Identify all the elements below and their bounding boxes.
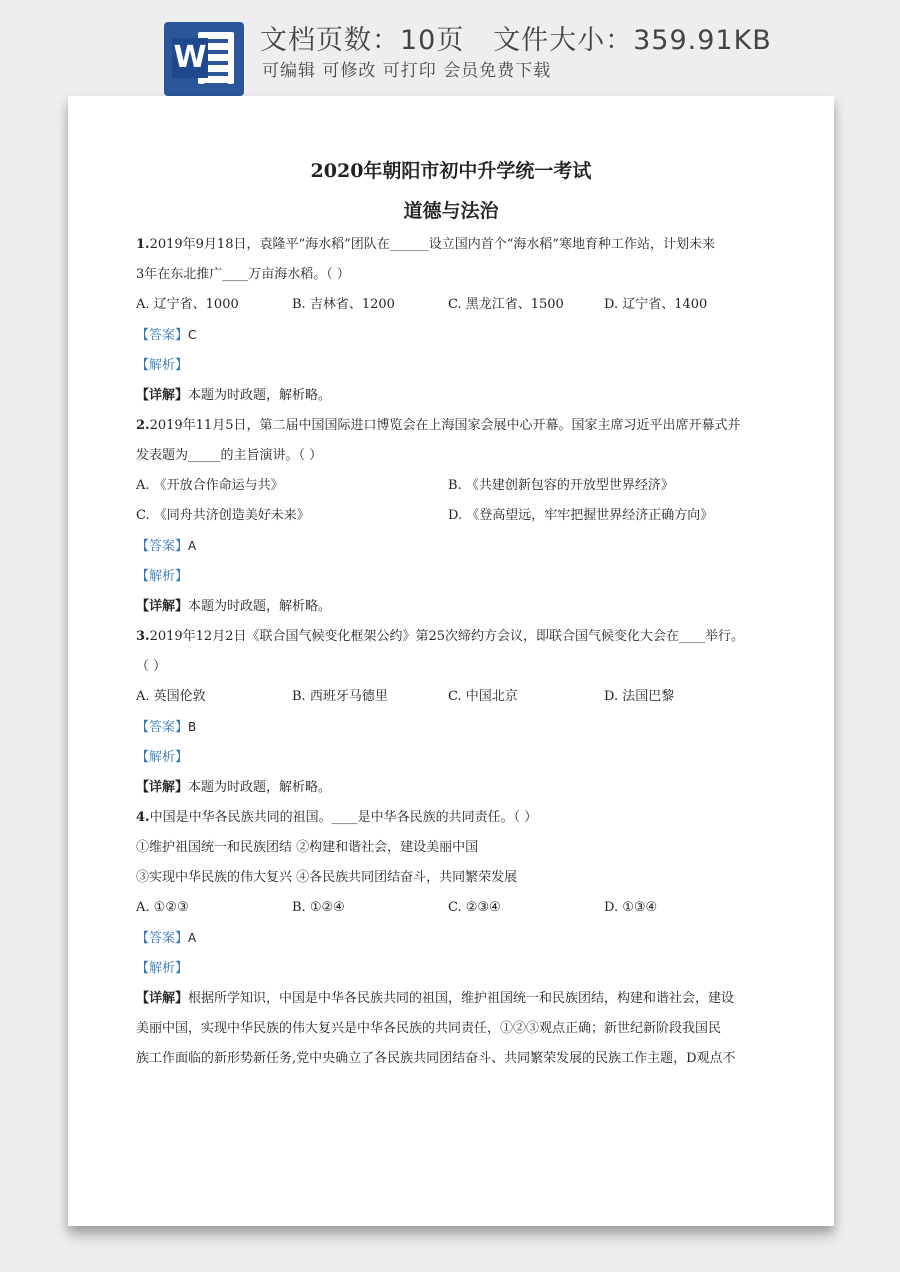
document-content [136, 158, 766, 1074]
options-row [136, 290, 766, 320]
option-d: D. 辽宁省、1400 [604, 297, 708, 312]
option-a: A. 英国伦敦 [136, 689, 206, 704]
question-stem-line: （ ） [136, 659, 167, 674]
detail-text: 本题为时政题，解析略。 [188, 780, 332, 795]
question-number: 3. [136, 629, 150, 644]
option-a: A. 辽宁省、1000 [136, 297, 239, 312]
analysis-label: 【解析】 [136, 961, 189, 976]
detail-text: 根据所学知识，中国是中华各民族共同的祖国，维护祖国统一和民族团结，构建和谐社会，建设 [188, 991, 735, 1006]
answer-line [136, 712, 766, 743]
option-c: C. 黑龙江省、1500 [448, 297, 564, 312]
question-stem-line: 发表题为_____的主旨演讲。（ ） [136, 448, 323, 463]
option-c: C. 中国北京 [448, 689, 518, 704]
document-page [68, 96, 834, 1226]
answer-label: 【答案】 [136, 931, 189, 946]
option-d: D. 《登高望远，牢牢把握世界经济正确方向》 [448, 508, 714, 523]
question-stem-line [136, 411, 766, 441]
analysis-label: 【解析】 [136, 569, 189, 584]
detail-line [136, 592, 766, 622]
question-stem-line [136, 230, 766, 260]
answer-label: 【答案】 [136, 328, 189, 343]
answer-line [136, 531, 766, 562]
question-3 [136, 622, 766, 803]
answer-value: A [188, 931, 197, 945]
word-letter: W [172, 38, 208, 78]
question-number: 1. [136, 237, 150, 252]
detail-text: 本题为时政题，解析略。 [188, 599, 332, 614]
detail-line [136, 381, 766, 411]
question-2 [136, 411, 766, 622]
option-d: D. 法国巴黎 [604, 689, 675, 704]
detail-label: 【详解】 [136, 388, 189, 403]
options-row [136, 893, 766, 923]
statement-line: ③实现中华民族的伟大复兴 ④各民族共同团结奋斗，共同繁荣发展 [136, 870, 518, 885]
question-number: 2. [136, 418, 150, 433]
question-stem-line [136, 622, 766, 652]
analysis-label: 【解析】 [136, 750, 189, 765]
option-b: B. ①②④ [292, 900, 345, 915]
banner-file-info: 文档页数：10页 文件大小：359.91KB [260, 25, 772, 56]
answer-label: 【答案】 [136, 539, 189, 554]
option-c: C. ②③④ [448, 900, 501, 915]
option-c: C. 《同舟共济创造美好未来》 [136, 508, 310, 523]
exam-title: 2020年朝阳市初中升学统一考试 [310, 160, 592, 182]
detail-label: 【详解】 [136, 599, 189, 614]
banner-features: 可编辑 可修改 可打印 会员免费下载 [262, 61, 552, 81]
analysis-label: 【解析】 [136, 358, 189, 373]
question-1 [136, 230, 766, 411]
detail-line: 美丽中国，实现中华民族的伟大复兴是中华各民族的共同责任，①②③观点正确；新世纪新阶段我国民 [136, 1021, 722, 1036]
option-d: D. ①③④ [604, 900, 658, 915]
options-row [136, 682, 766, 712]
options-row [136, 471, 766, 501]
exam-subject: 道德与法治 [403, 200, 499, 222]
detail-line [136, 984, 766, 1014]
question-text: 2019年9月18日，袁隆平“海水稻”团队在______设立国内首个“海水稻”寒地育种工作站，计划未来 [149, 237, 716, 252]
detail-label: 【详解】 [136, 780, 189, 795]
answer-line [136, 923, 766, 954]
detail-line [136, 773, 766, 803]
question-text: 2019年12月2日《联合国气候变化框架公约》第25次缔约方会议，即联合国气候变化大会在____举行。 [149, 629, 745, 644]
option-a: A. 《开放合作命运与共》 [136, 478, 284, 493]
detail-line: 族工作面临的新形势新任务,党中央确立了各民族共同团结奋斗、共同繁荣发展的民族工作主题，D观点不 [136, 1051, 736, 1066]
answer-label: 【答案】 [136, 720, 189, 735]
answer-value: B [188, 720, 197, 734]
question-number: 4. [136, 810, 150, 825]
question-text: 2019年11月5日，第二届中国国际进口博览会在上海国家会展中心开幕。国家主席习近平出席开幕式并 [149, 418, 741, 433]
option-b: B. 吉林省、1200 [292, 297, 395, 312]
option-b: B. 《共建创新包容的开放型世界经济》 [448, 478, 674, 493]
answer-value: A [188, 539, 197, 553]
option-b: B. 西班牙马德里 [292, 689, 388, 704]
answer-line [136, 320, 766, 351]
question-text: 中国是中华各民族共同的祖国。____是中华各民族的共同责任。（ ） [149, 810, 538, 825]
detail-text: 本题为时政题，解析略。 [188, 388, 332, 403]
question-stem-line: 3年在东北推广____万亩海水稻。（ ） [136, 267, 350, 282]
statement-line: ①维护祖国统一和民族团结 ②构建和谐社会，建设美丽中国 [136, 840, 479, 855]
detail-label: 【详解】 [136, 991, 189, 1006]
question-stem-line [136, 803, 766, 833]
option-a: A. ①②③ [136, 900, 189, 915]
options-row [136, 501, 766, 531]
download-banner [0, 0, 900, 96]
answer-value: C [188, 328, 197, 342]
word-document-icon [164, 22, 244, 96]
question-4 [136, 803, 766, 1074]
